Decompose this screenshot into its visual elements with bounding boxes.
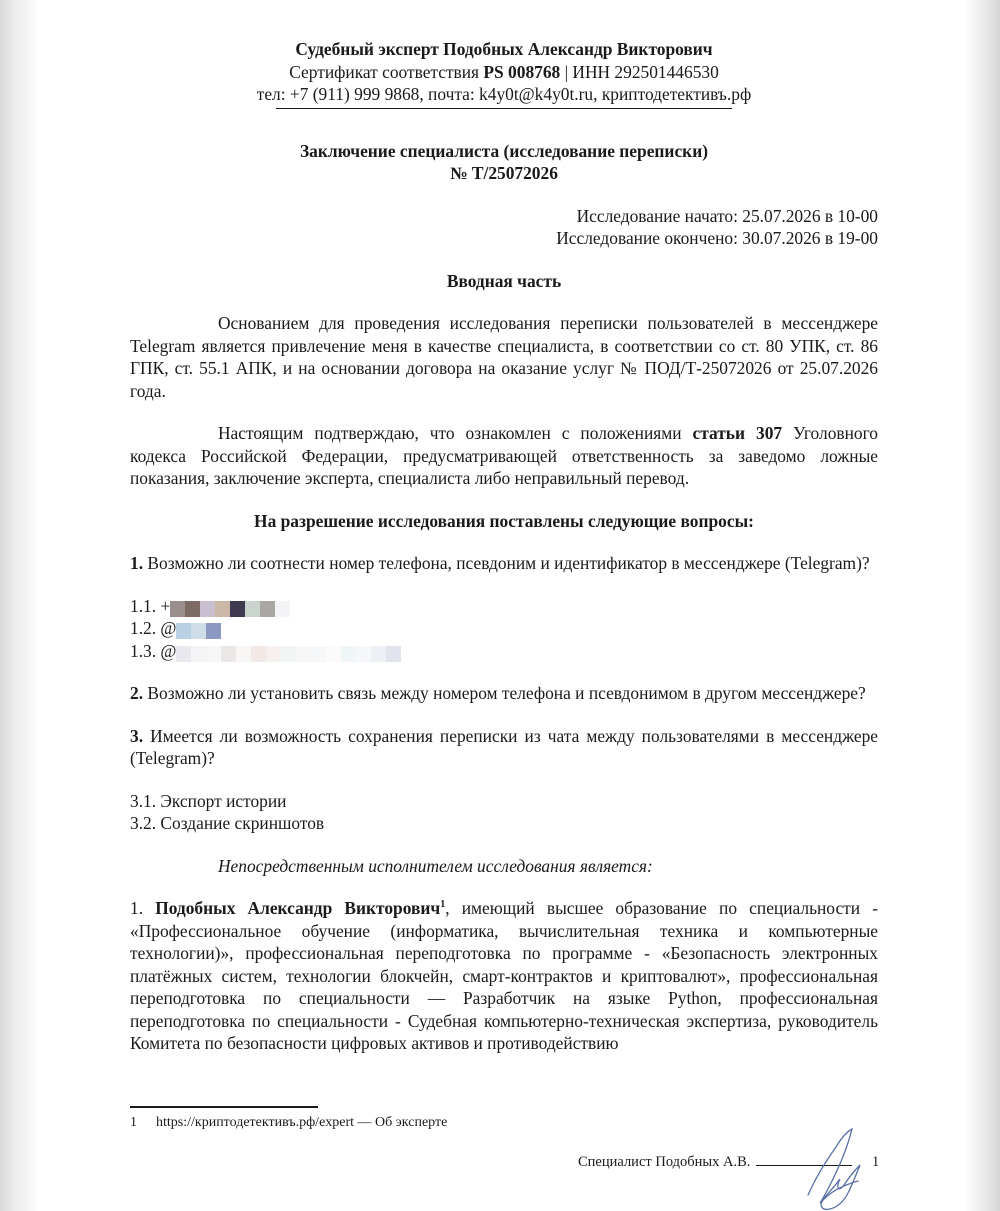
- signer-label: Специалист Подобных А.В.: [578, 1154, 751, 1170]
- signature-stroke: [808, 1129, 860, 1209]
- right-page-shadow: [964, 0, 1000, 1211]
- question-3-subitems: [130, 790, 878, 835]
- question-3-text: Имеется ли возможность сохранения переписки из чата между пользователями в мессенджере (Telegram)?: [130, 725, 878, 768]
- redacted-alias-blur: [176, 622, 221, 638]
- question-2: [130, 682, 878, 705]
- footnote-link-text: https://криптодетективъ.рф/expert — Об эксперте: [156, 1115, 448, 1130]
- cert-prefix: Сертификат соответствия: [289, 61, 484, 82]
- footnote-divider: [130, 1106, 318, 1108]
- research-end-date: Исследование окончено: 30.07.2026 в 19-00: [556, 228, 878, 248]
- subitem-id-label: 1.3. @: [130, 640, 177, 661]
- intro-paragraph-article-307: [130, 422, 878, 490]
- article-307-ref: статьи 307: [692, 423, 783, 443]
- footnote: [130, 1114, 447, 1132]
- questions-heading: На разрешение исследования поставлены следующие вопросы:: [254, 510, 754, 531]
- redacted-id-blur: [176, 645, 401, 661]
- subitem-id: [130, 640, 878, 663]
- left-page-shadow: [0, 0, 38, 1211]
- intro-heading: Вводная часть: [446, 270, 562, 291]
- letterhead: [130, 38, 878, 109]
- expert-name: Судебный эксперт Подобных Александр Викторович: [295, 39, 713, 59]
- subitem-phone-label: 1.1. +: [130, 595, 171, 616]
- article-text-start: Настоящим подтверждаю, что ознакомлен с положениями: [218, 423, 693, 443]
- research-dates: [130, 205, 878, 250]
- footnote-number: 1: [130, 1115, 137, 1130]
- title-number: № Т/25072026: [450, 163, 558, 183]
- executor-name: Подобных Александр Викторович: [155, 898, 441, 918]
- redacted-phone-blur: [170, 600, 290, 616]
- question-3: [130, 725, 878, 770]
- intro-paragraph-basis: Основанием для проведения исследования переписки пользователей в мессенджере Telegram является привлечение меня в качестве специалиста, в соответствии со ст. 80 УПК, ст. 86 ГПК, ст. 55.1 АПК, и на основании договора на оказание услуг № ПОД/Т-25072026 от 25.07.2026 года.: [130, 313, 878, 401]
- cert-suffix: | ИНН 292501446530: [560, 61, 719, 82]
- title-line-1: Заключение специалиста (исследование переписки): [299, 140, 709, 161]
- document-body: [130, 38, 878, 1055]
- footnote-ref: 1: [440, 899, 446, 911]
- question-2-text: Возможно ли установить связь между номером телефона и псевдонимом в другом мессенджере?: [143, 683, 866, 703]
- article-text-end: Уголовного кодекса Российской Федерации, предусматривающей ответственность за заведомо ложные показания, заключение эксперта, специалиста либо неправильный перевод.: [130, 423, 878, 488]
- subitem-phone: [130, 595, 878, 618]
- document-page: [38, 0, 964, 1211]
- executor-heading: Непосредственным исполнителем исследования является:: [218, 855, 653, 876]
- certificate-line: [130, 61, 878, 84]
- contacts-line: тел: +7 (911) 999 9868, почта: k4y0t@k4y0t.ru, криптодетективъ.рф: [256, 84, 752, 104]
- executor-number: 1.: [130, 898, 156, 918]
- research-start-date: Исследование начато: 25.07.2026 в 10-00: [576, 205, 878, 226]
- page-number: 1: [872, 1154, 880, 1170]
- executor-qualifications: , имеющий высшее образование по специальности - «Профессиональное обучение (информатика, вычислительная техника и компьютерные технологии)», профессиональная переподготовка по программе - «Безопасность электронных платёжных систем, технологии блокчейн, смарт-контрактов и криптовалют», профессиональная переподготовка по специальности — Разработчик на языке Python, профессиональная переподготовка по специальности - Судебная компьютерно-техническая экспертиза, руководитель Комитета по безопасности цифровых активов и противодействию: [130, 898, 878, 1053]
- question-1-number: 1.: [130, 553, 144, 573]
- question-2-number: 2.: [130, 683, 144, 703]
- question-1-text: Возможно ли соотнести номер телефона, псевдоним и идентификатор в мессенджере (Telegram)?: [143, 553, 870, 573]
- executor-paragraph: [130, 897, 878, 1055]
- subitem-alias-label: 1.2. @: [130, 618, 177, 638]
- handwritten-signature: [778, 1123, 888, 1211]
- document-title: [130, 140, 878, 185]
- subitem-screenshots: 3.2. Создание скриншотов: [130, 813, 325, 833]
- subitem-alias: [130, 617, 878, 640]
- question-3-number: 3.: [130, 725, 144, 746]
- cert-number: PS 008768: [483, 61, 561, 82]
- question-1-subitems: [130, 595, 878, 663]
- question-1: [130, 552, 878, 575]
- subitem-export-history: 3.1. Экспорт истории: [130, 790, 287, 811]
